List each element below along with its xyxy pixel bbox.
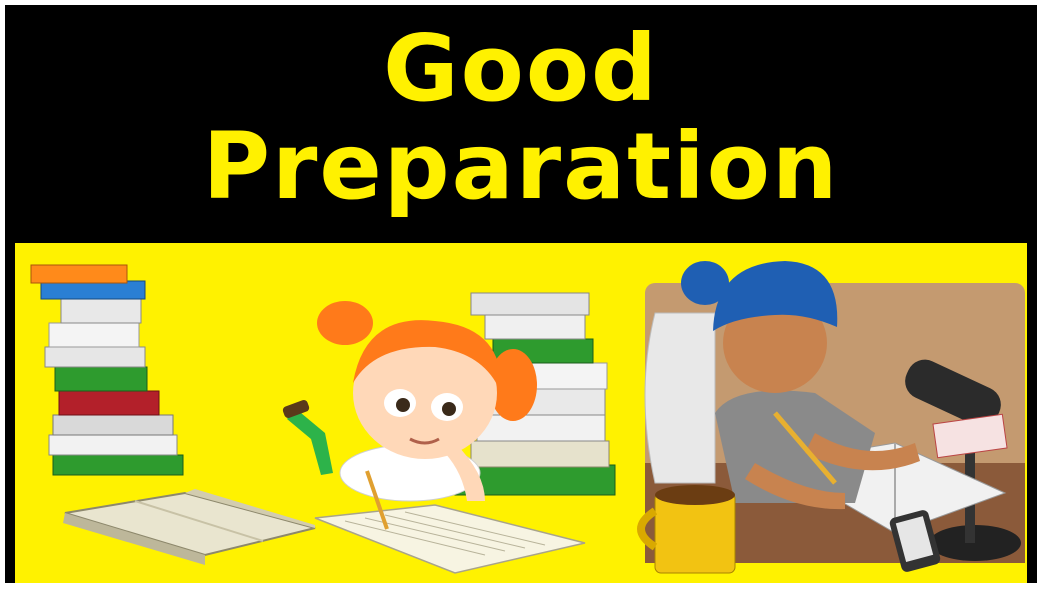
page-title (5, 5, 1037, 237)
left-book-stack-icon (31, 265, 183, 475)
illustration-panel (15, 243, 1027, 583)
lined-paper-icon (315, 505, 585, 573)
illustration-svg (15, 243, 1027, 583)
title-line-preparation: Preparation (202, 113, 840, 220)
boy-writing-icon (641, 261, 1025, 573)
title-line-good: Good (383, 15, 659, 122)
banner-frame (5, 5, 1037, 583)
open-notebook-icon (63, 489, 315, 565)
